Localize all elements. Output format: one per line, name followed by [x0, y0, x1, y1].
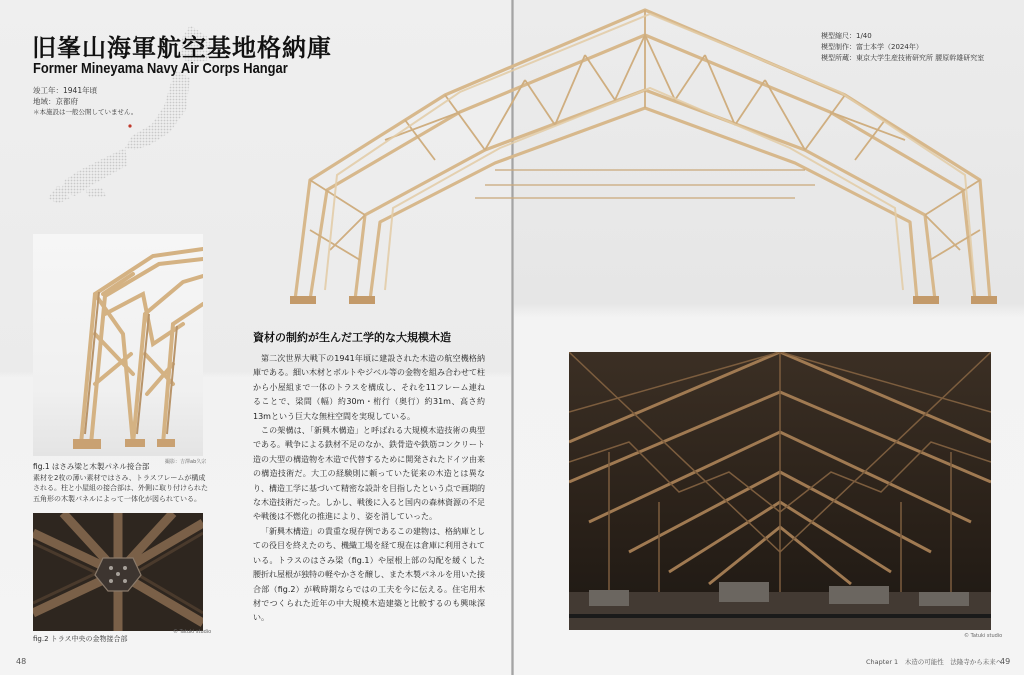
model-maker: 模型制作：富士本学（2024年）: [821, 43, 923, 51]
fig1-label: fig.1: [33, 462, 50, 471]
article-paragraph: 「新興木構造」の貴重な現存例であるこの建物は、格納庫としての役目を終えたのち、機織工場を経て現在は倉庫に利用されている。トラスのはさみ梁（fig.1）や屋根上部の勾配を緩くした腰折れ屋根が独特の軽やかさを醸し、また木製パネルを用いた接合部（fig.2）が戦時期ならではの工夫を今に伝える。住宅用木材でつくられた近年の中大規模木造建築と比較するのも興味深い。: [253, 526, 485, 623]
fig2-credit: © Tatuki studio: [173, 629, 212, 635]
fig1-photo: [33, 234, 203, 456]
page-title: 旧峯山海軍航空基地格納庫: [32, 34, 332, 62]
fig2-label: fig.2: [33, 635, 49, 643]
article-paragraph: 第二次世界大戦下の1941年頃に建設された木造の航空機格納庫である。細い木材とボルトやジベル等の金物を組み合わせて柱から小屋組まで一体のトラスを構成し、それを11フレーム連ねることで、梁間（幅）約30m・桁行（奥行）約31m、高さ約13mという巨大な無柱空間を実現している。: [253, 354, 485, 421]
truss-detail-image: [33, 234, 203, 456]
page-number-right: 49: [1000, 657, 1011, 666]
fig2-caption: [33, 634, 128, 644]
running-footer: Chapter 1 木造の可能性 法隆寺から未来へ: [866, 658, 1003, 666]
model-owner: 模型所蔵：東京大学生産技術研究所 腰原幹雄研究室: [821, 54, 985, 62]
article-paragraph: この架構は、「新興木構造」と呼ばれる大規模木造技術の典型である。戦争による鉄材不足のなか、鉄骨造や鉄筋コンクリート造の大型の構造物を木造で代替するために開発されたドイツ由来の構造技術だ。大工の経験則に頼っていた従来の木造とは異なり、構造工学に基づいて精密な設計を目指したという点で画期的な木造技術だった。しかし、戦後に入ると国内の森林資源の不足や戦後は不燃化の推進により、姿を消していった。: [253, 426, 485, 522]
region: 地域：京都府: [33, 97, 78, 106]
fig1-description: 素材を2枚の薄い素材ではさみ、トラスフレームが構成される。柱と小屋組の接合部は、外側に取り付けられた五角形の木製パネルによって一体化が図られている。: [33, 473, 208, 503]
completed-year: 竣工年：1941年頃: [33, 86, 98, 95]
hangar-model-image: [285, 0, 1000, 320]
building-meta: [33, 85, 137, 118]
page-number-left: 48: [16, 657, 27, 666]
fig1-credit: 撮影：吉澤ab久宗: [165, 459, 207, 465]
interior-credit: © Tatuki studio: [964, 633, 1003, 639]
hangar-interior-image: [569, 352, 991, 630]
fig2-title: トラス中央の金物接合部: [50, 635, 128, 643]
page-subtitle-en: Former Mineyama Navy Air Corps Hangar: [33, 60, 288, 77]
fig2-photo: [33, 513, 203, 631]
joint-hardware-image: [33, 513, 203, 631]
fig1-title: はさみ梁と木製パネル接合部: [51, 462, 150, 471]
article-heading: 資材の制約が生んだ工学的な大規模木造: [253, 331, 451, 344]
model-scale: 模型縮尺：1/40: [821, 32, 872, 40]
fig1-caption: [33, 462, 208, 504]
interior-photo: [569, 352, 991, 630]
access-note: ＊本施設は一般公開していません。: [33, 108, 138, 116]
article-body: [253, 352, 485, 626]
